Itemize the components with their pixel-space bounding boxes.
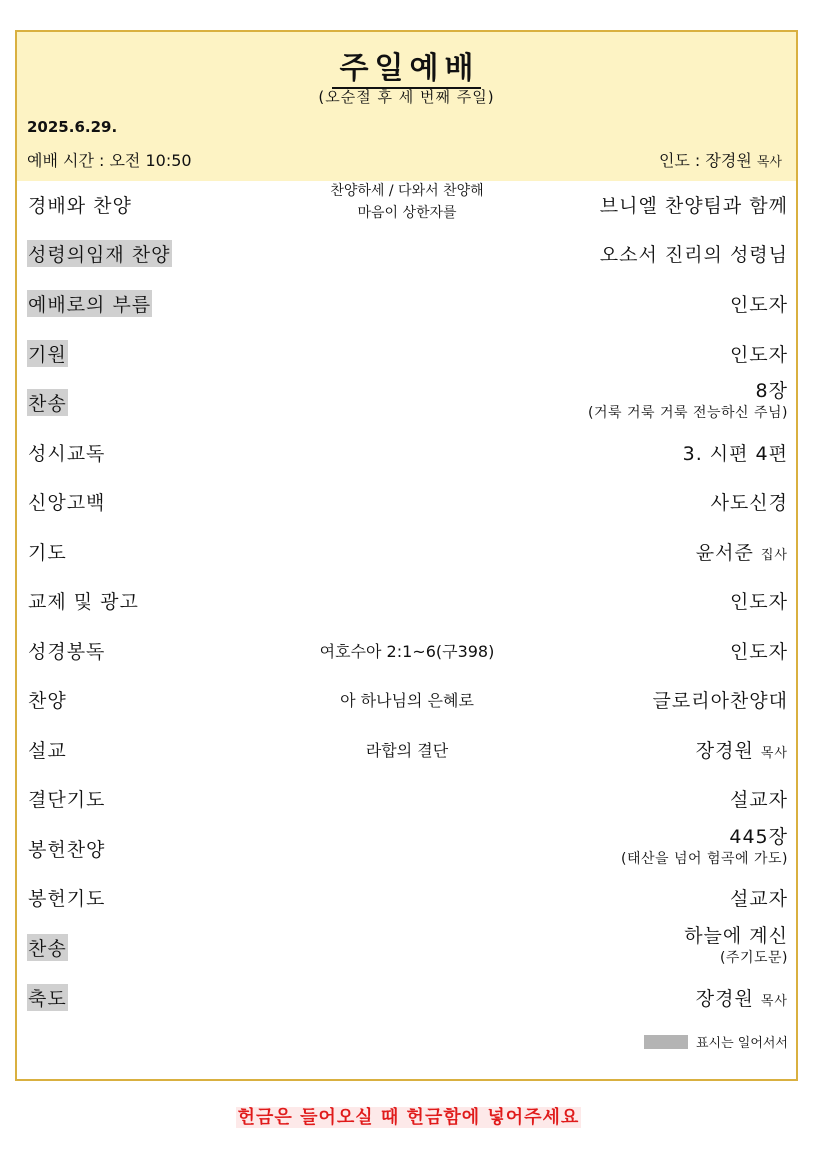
page-title: 주일예배	[17, 43, 796, 87]
order-detail: 여호수아 2:1~6(구398)	[319, 642, 495, 661]
service-leader: 인도 : 장경원 목사	[658, 151, 782, 170]
order-label: 찬양	[28, 690, 67, 712]
order-row	[27, 678, 788, 722]
order-detail: 라합의 결단	[365, 741, 449, 760]
order-leader: 인도자	[729, 344, 788, 366]
order-label: 기도	[28, 542, 67, 564]
order-row	[27, 530, 788, 574]
order-row	[27, 579, 788, 623]
order-row	[27, 926, 788, 970]
page-subtitle: (오순절 후 세 번째 주일)	[318, 88, 495, 106]
order-row	[27, 976, 788, 1020]
standing-legend	[644, 1032, 788, 1051]
order-row	[27, 728, 788, 772]
order-leader: 8장 (거룩 거룩 거룩 전능하신 주님)	[587, 380, 788, 421]
order-row	[27, 827, 788, 871]
service-time: 예배 시간 : 오전 10:50	[27, 151, 192, 170]
order-detail: 찬양하세 / 다와서 찬양해 마음이 상한자를	[330, 183, 484, 221]
order-label: 찬송	[27, 934, 68, 961]
order-leader: 사도신경	[710, 492, 788, 514]
order-label: 교제 및 광고	[28, 591, 139, 613]
order-leader: 인도자	[729, 641, 788, 663]
order-leader: 인도자	[729, 591, 788, 613]
order-label: 설교	[28, 740, 67, 762]
order-row	[27, 381, 788, 425]
order-row	[27, 183, 788, 227]
order-label: 성시교독	[28, 443, 106, 465]
order-leader: 하늘에 계신 (주기도문)	[684, 925, 788, 966]
order-leader: 설교자	[729, 789, 788, 811]
legend-swatch	[644, 1035, 688, 1049]
order-row	[27, 282, 788, 326]
order-label: 성경봉독	[28, 641, 106, 663]
order-label: 성령의임재 찬양	[27, 240, 172, 267]
order-label: 기원	[27, 340, 68, 367]
legend-text: 표시는 일어서서	[695, 1036, 788, 1051]
order-leader: 글로리아찬양대	[652, 690, 788, 712]
order-row	[27, 876, 788, 920]
order-detail: 아 하나님의 은혜로	[340, 691, 474, 710]
order-row	[27, 431, 788, 475]
bulletin-frame	[15, 30, 798, 1081]
order-leader: 445장 (태산을 넘어 험곡에 가도)	[620, 826, 788, 867]
order-label: 결단기도	[28, 789, 106, 811]
order-label: 신앙고백	[28, 492, 106, 514]
order-row	[27, 480, 788, 524]
order-label: 축도	[27, 984, 68, 1011]
order-leader: 장경원 목사	[695, 740, 788, 762]
offering-notice: 헌금은 들어오실 때 헌금함에 넣어주세요	[237, 1107, 580, 1128]
order-leader: 오소서 진리의 성령님	[599, 244, 788, 266]
order-row	[27, 232, 788, 276]
order-row	[27, 777, 788, 821]
order-leader: 3. 시편 4편	[682, 443, 788, 465]
order-leader: 브니엘 찬양팀과 함께	[599, 195, 788, 217]
order-leader: 설교자	[729, 888, 788, 910]
service-date: 2025.6.29.	[27, 118, 118, 136]
order-label: 경배와 찬양	[28, 195, 132, 217]
order-label: 봉헌찬양	[28, 839, 106, 861]
bulletin-header	[17, 32, 796, 181]
order-leader: 윤서준 집사	[695, 542, 788, 564]
order-label: 예배로의 부름	[27, 290, 152, 317]
order-leader: 인도자	[729, 294, 788, 316]
order-row	[27, 332, 788, 376]
order-leader: 장경원 목사	[695, 988, 788, 1010]
order-label: 봉헌기도	[28, 888, 106, 910]
order-row	[27, 629, 788, 673]
order-label: 찬송	[27, 389, 68, 416]
